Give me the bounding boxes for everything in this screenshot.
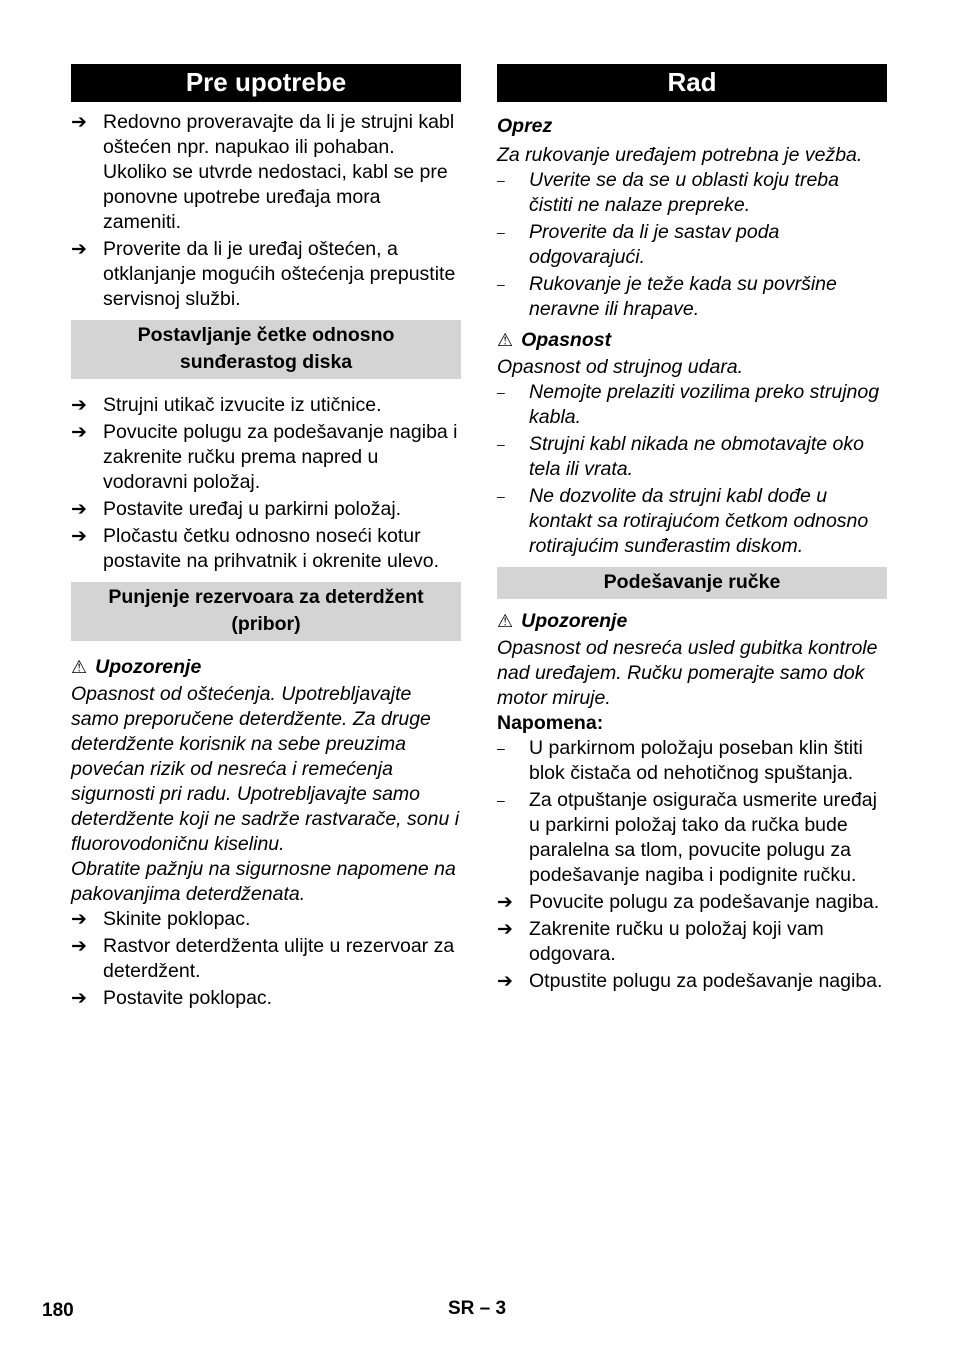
dash-bullet: – — [497, 384, 505, 400]
arrow-right-icon: ➔ — [71, 526, 87, 547]
list-item-text: Proverite da li je uređaj oštećen, a otklanjanje mogućih oštećenja prepustite servisnoj službi. — [103, 238, 456, 310]
list-item — [497, 969, 887, 994]
left-column — [71, 64, 461, 1013]
dash-bullet: – — [497, 740, 505, 756]
warning-note: Obratite pažnju na sigurnosne napomene na pakovanjima deterdženata. — [71, 858, 456, 905]
list-item-text: Postavite uređaj u parkirni položaj. — [103, 498, 402, 520]
dash-bullet: – — [497, 488, 505, 504]
arrow-right-icon: ➔ — [71, 936, 87, 957]
warning-heading — [497, 609, 887, 634]
warning-label: Upozorenje — [521, 610, 628, 632]
dash-bullet: – — [497, 276, 505, 292]
arrow-right-icon: ➔ — [71, 988, 87, 1009]
dash-bullet: – — [497, 224, 505, 240]
arrow-right-icon: ➔ — [71, 422, 87, 443]
list-item-text: Postavite poklopac. — [103, 987, 273, 1009]
list-item-text: Otpustite polugu za podešavanje nagiba. — [529, 970, 883, 992]
warning-text: Opasnost od oštećenja. Upotrebljavajte samo preporučene deterdžente. Za druge deterdžente korisnik na sebe preuzima povećan rizik od nesreća i remećenja sigurnosti pri radu. Upotrebljavajte samo deterdžente koji ne sadrže rastvarače, sonu i fluorovodoničnu kiselinu. — [71, 683, 460, 855]
list-item — [497, 380, 887, 430]
arrow-right-icon: ➔ — [71, 395, 87, 416]
warning-triangle-icon: ⚠ — [497, 330, 514, 350]
list-item — [497, 788, 887, 888]
right-column — [497, 64, 887, 996]
warning-triangle-icon: ⚠ — [497, 611, 514, 631]
list-item-text: Redovno proveravajte da li je strujni kabl oštećen npr. napukao ili pohaban. Ukoliko se utvrde nedostaci, kabl se pre ponovne upotrebe uređaja mora zameniti. — [103, 111, 455, 233]
arrow-right-icon: ➔ — [71, 112, 87, 133]
list-item-text: Ne dozvolite da strujni kabl dođe u kontakt sa rotirajućom četkom odnosno rotirajućim sunđerastim diskom. — [529, 485, 869, 557]
arrow-right-icon: ➔ — [71, 909, 87, 930]
list-item — [71, 110, 461, 235]
list-item-text: Uverite se da se u oblasti koju treba čistiti ne nalaze prepreke. — [529, 169, 840, 216]
warning-heading — [71, 655, 461, 680]
danger-label: Opasnost — [521, 329, 612, 351]
list-item — [71, 524, 461, 574]
list-item — [497, 917, 887, 967]
list-item — [71, 497, 461, 522]
section-title-pre-upotrebe: Pre upotrebe — [71, 64, 461, 102]
list-item — [71, 237, 461, 312]
list-item — [497, 272, 887, 322]
page-number: 180 — [42, 1300, 74, 1321]
arrow-right-icon: ➔ — [497, 971, 513, 992]
caution-label: Oprez — [497, 115, 553, 137]
list-item — [71, 934, 461, 984]
caution-text: Za rukovanje uređajem potrebna je vežba. — [497, 144, 863, 166]
list-item-text: Strujni utikač izvucite iz utičnice. — [103, 394, 382, 416]
list-item — [497, 484, 887, 559]
arrow-right-icon: ➔ — [497, 919, 513, 940]
list-item — [497, 736, 887, 786]
list-item — [71, 420, 461, 495]
list-item — [71, 986, 461, 1011]
section-label: SR – 3 — [448, 1298, 507, 1319]
list-item-text: Proverite da li je sastav poda odgovarajući. — [529, 221, 780, 268]
subsection-title-detergent: Punjenje rezervoara za deterdžent (pribor) — [71, 582, 461, 641]
list-item-text: Zakrenite ručku u položaj koji vam odgovara. — [529, 918, 824, 965]
list-item-text: Za otpuštanje osigurača usmerite uređaj u parkirni položaj tako da ručka bude paralelna sa tlom, povucite polugu za podešavanje nagiba i podignite ručku. — [529, 789, 877, 886]
list-item-text: U parkirnom položaju poseban klin štiti blok čistača od nehotičnog spuštanja. — [529, 737, 863, 784]
list-item — [71, 393, 461, 418]
warning-text: Opasnost od nesreća usled gubitka kontrole nad uređajem. Ručku pomerajte samo dok motor miruje. — [497, 637, 878, 709]
dash-bullet: – — [497, 172, 505, 188]
list-item-text: Nemojte prelaziti vozilima preko strujnog kabla. — [529, 381, 880, 428]
dash-bullet: – — [497, 436, 505, 452]
arrow-right-icon: ➔ — [497, 892, 513, 913]
arrow-right-icon: ➔ — [71, 499, 87, 520]
subsection-title-handle: Podešavanje ručke — [497, 567, 887, 599]
section-title-rad: Rad — [497, 64, 887, 102]
warning-label: Upozorenje — [95, 656, 202, 678]
list-item-text: Povucite polugu za podešavanje nagiba i zakrenite ručku prema napred u vodoravni položaj. — [103, 421, 458, 493]
list-item-text: Pločastu četku odnosno noseći kotur postavite na prihvatnik i okrenite ulevo. — [103, 525, 440, 572]
list-item-text: Rukovanje je teže kada su površine neravne ili hrapave. — [529, 273, 837, 320]
arrow-right-icon: ➔ — [71, 239, 87, 260]
danger-text: Opasnost od strujnog udara. — [497, 356, 744, 378]
subsection-title-brush: Postavljanje četke odnosno sunđerastog diska — [71, 320, 461, 379]
note-label: Napomena: — [497, 712, 604, 734]
list-item-text: Rastvor deterdženta ulijte u rezervoar za deterdžent. — [103, 935, 455, 982]
list-item — [497, 432, 887, 482]
dash-bullet: – — [497, 792, 505, 808]
list-item — [497, 890, 887, 915]
list-item — [497, 168, 887, 218]
list-item-text: Strujni kabl nikada ne obmotavajte oko tela ili vrata. — [529, 433, 864, 480]
warning-triangle-icon: ⚠ — [71, 657, 88, 677]
list-item-text: Skinite poklopac. — [103, 908, 251, 930]
list-item — [71, 907, 461, 932]
list-item — [497, 220, 887, 270]
list-item-text: Povucite polugu za podešavanje nagiba. — [529, 891, 880, 913]
danger-heading — [497, 328, 887, 353]
